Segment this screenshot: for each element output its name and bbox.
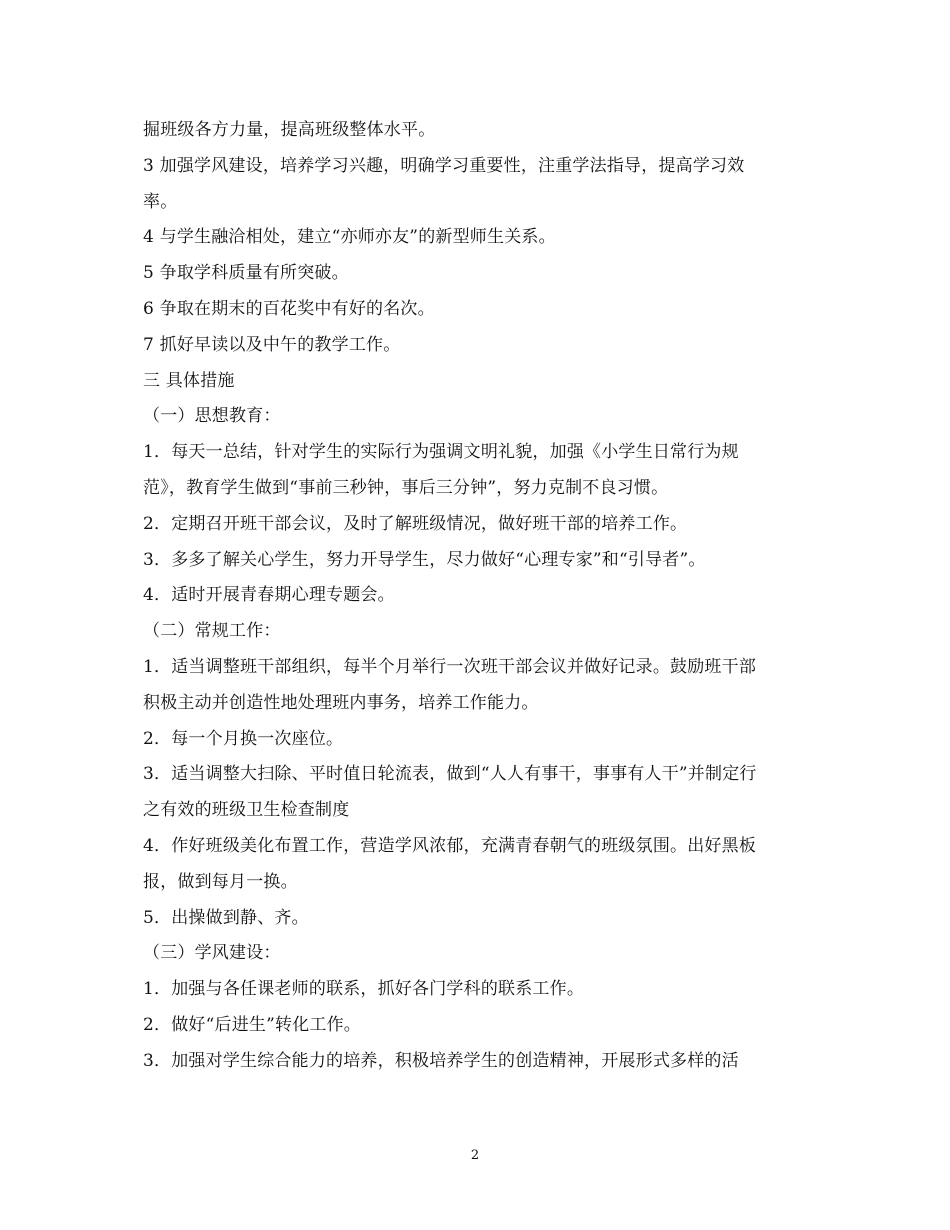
text-line: 率。 xyxy=(143,191,178,212)
text-line: 报，做到每月一换。 xyxy=(143,871,298,892)
text-line: 2．每一个月换一次座位。 xyxy=(143,728,344,749)
text-line: 4．适时开展青春期心理专题会。 xyxy=(143,585,395,606)
text-line: 1．适当调整班干部组织，每半个月举行一次班干部会议并做好记录。鼓励班干部 xyxy=(143,656,757,677)
text-line: 5 争取学科质量有所突破。 xyxy=(143,263,349,284)
subsection-heading: （一）思想教育： xyxy=(143,406,281,427)
text-line: 6 争取在期末的百花奖中有好的名次。 xyxy=(143,298,435,319)
text-line: 积极主动并创造性地处理班内事务，培养工作能力。 xyxy=(143,692,539,713)
text-line: 3 加强学风建设，培养学习兴趣，明确学习重要性，注重学法指导，提高学习效 xyxy=(143,155,745,176)
text-line: 4 与学生融洽相处，建立“亦师亦友”的新型师生关系。 xyxy=(143,227,556,248)
text-line: 7 抓好早读以及中午的教学工作。 xyxy=(143,334,401,355)
text-line: 5．出操做到静、齐。 xyxy=(143,907,309,928)
text-line: 之有效的班级卫生检查制度 xyxy=(143,800,350,821)
text-line: 2．定期召开班干部会议，及时了解班级情况，做好班干部的培养工作。 xyxy=(143,513,688,534)
subsection-heading: （三）学风建设： xyxy=(143,943,281,964)
text-line: 3．适当调整大扫除、平时值日轮流表，做到“人人有事干，事事有人干”并制定行 xyxy=(143,764,757,785)
section-heading: 三 具体措施 xyxy=(143,370,235,391)
text-line: 1．每天一总结，针对学生的实际行为强调文明礼貌，加强《小学生日常行为规 xyxy=(143,442,739,463)
subsection-heading: （二）常规工作： xyxy=(143,621,281,642)
document-body xyxy=(143,113,813,1080)
text-line: 范》，教育学生做到“事前三秒钟，事后三分钟”，努力克制不良习惯。 xyxy=(143,477,669,498)
text-line: 3．多多了解关心学生，努力开导学生，尽力做好“心理专家”和“引导者”。 xyxy=(143,549,706,570)
text-line: 4．作好班级美化布置工作，营造学风浓郁，充满青春朝气的班级氛围。出好黑板 xyxy=(143,835,757,856)
text-line: 2．做好“后进生”转化工作。 xyxy=(143,1014,361,1035)
text-line: 3．加强对学生综合能力的培养，积极培养学生的创造精神，开展形式多样的活 xyxy=(143,1050,739,1071)
page-number: 2 xyxy=(470,1148,480,1163)
text-line: 掘班级各方力量，提高班级整体水平。 xyxy=(143,120,436,140)
text-line: 1．加强与各任课老师的联系，抓好各门学科的联系工作。 xyxy=(143,979,585,1000)
